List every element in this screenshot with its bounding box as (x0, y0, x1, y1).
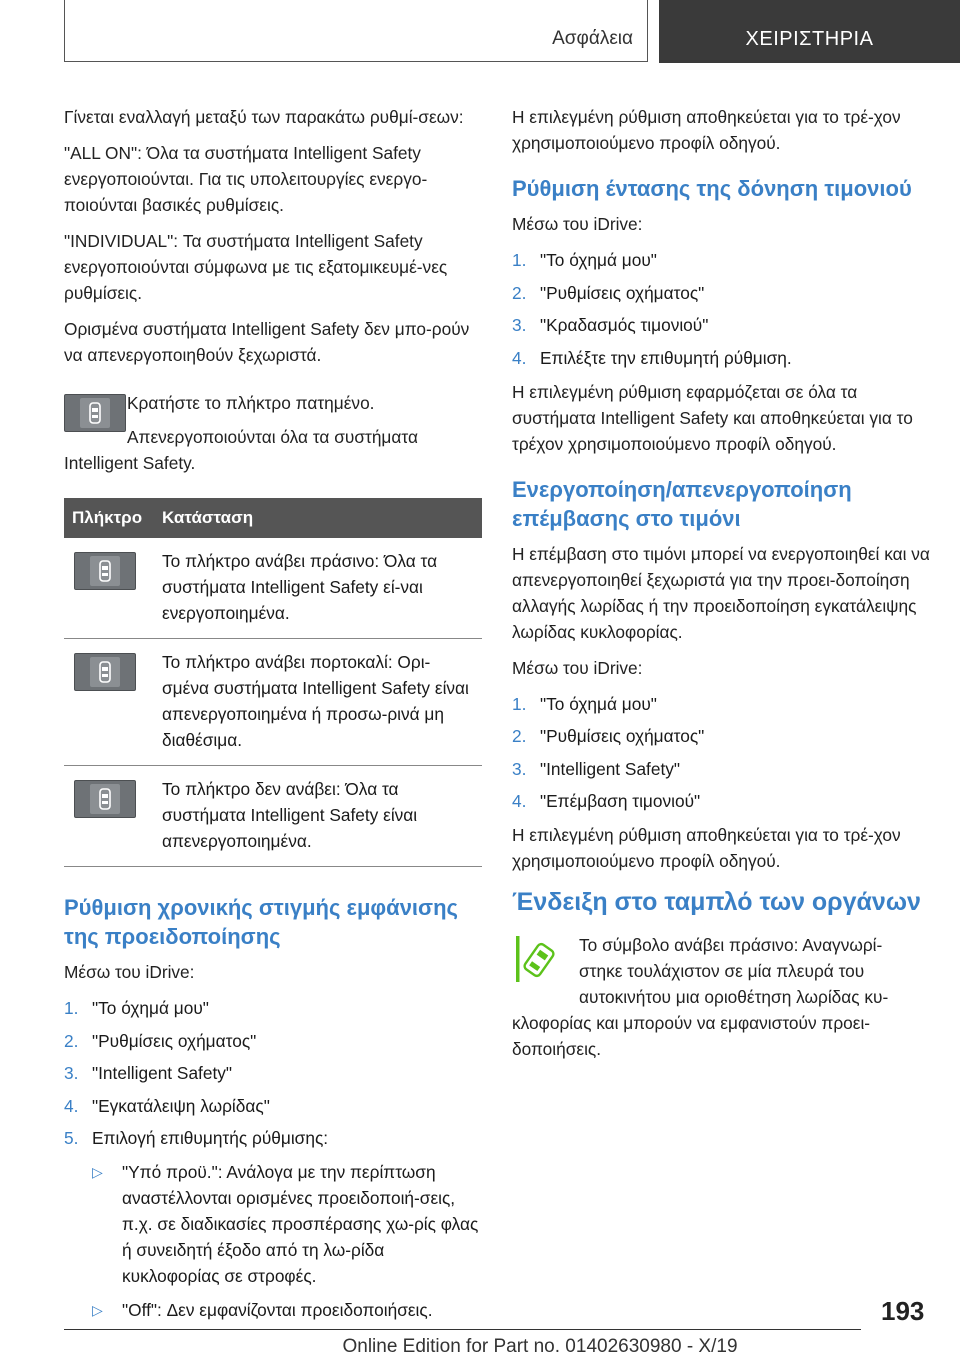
header-section-tab (64, 0, 648, 62)
indicator-line: στηκε τουλάχιστον σε μία πλευρά του (579, 961, 865, 981)
via-idrive: Μέσω του iDrive: (64, 962, 195, 982)
list-item: 1. "Το όχημά μου" (512, 250, 657, 270)
footer-divider (64, 1329, 861, 1330)
section-heading: Ένδειξη στο ταμπλό των οργάνων (512, 888, 921, 916)
intelligent-safety-button-icon (74, 653, 136, 691)
section-heading: Ενεργοποίηση/απενεργοποίηση επέμβασης στο τιμόνι (512, 476, 852, 531)
indicator-line: Το σύμβολο ανάβει πράσινο: Αναγνωρί- (579, 935, 883, 955)
indicator-block (512, 932, 930, 1062)
header-chapter-label: ΧΕΙΡΙΣΤΗΡΙΑ (745, 28, 874, 50)
press-line: Intelligent Safety. (64, 453, 196, 473)
press-line: Απενεργοποιούνται όλα τα συστήματα (127, 427, 418, 447)
via-idrive: Μέσω του iDrive: (512, 214, 643, 234)
paragraph: Η επιλεγμένη ρύθμιση αποθηκεύεται για το τρέ-χον χρησιμοποιούμενο προφίλ οδηγού. (512, 825, 901, 871)
triangle-bullet-icon: ▷ (92, 1302, 103, 1318)
list-item: 1. "Το όχημά μου" (512, 693, 657, 714)
steps-list (512, 691, 930, 815)
table-header-state: Κατάσταση (154, 498, 482, 538)
paragraph: Η επιλεγμένη ρύθμιση εφαρμόζεται σε όλα τα συστήματα Intelligent Safety και αποθηκεύεται για το τρέχον χρησιμοποιούμενο προφίλ οδηγού. (512, 381, 913, 454)
list-item: 2. "Ρυθμίσεις οχήματος" (512, 282, 705, 303)
section-heading: Ρύθμιση έντασης της δόνηση τιμονιού (512, 176, 912, 201)
list-item: 2. "Ρυθμίσεις οχήματος" (64, 1030, 257, 1051)
status-table (64, 498, 482, 867)
table-row (64, 639, 482, 766)
list-item: 1. "Το όχημά μου" (64, 998, 209, 1018)
right-column (512, 104, 930, 1072)
left-column (64, 104, 482, 1331)
press-line: Κρατήστε το πλήκτρο πατημένο. (127, 393, 375, 413)
paragraph: "INDIVIDUAL": Τα συστήματα Intelligent Safety ενεργοποιούνται σύμφωνα με τις εξατομικευμέ-νες ρυθμίσεις. (64, 231, 448, 303)
paragraph: Γίνεται εναλλαγή μεταξύ των παρακάτω ρυθμί-σεων: (64, 107, 464, 127)
intelligent-safety-button-icon (74, 552, 136, 590)
indicator-line: κλοφορίας και μπορούν να εμφανιστούν προει-δοποιήσεις. (512, 1013, 871, 1059)
paragraph: Η επιλεγμένη ρύθμιση αποθηκεύεται για το τρέ-χον χρησιμοποιούμενο προφίλ οδηγού. (512, 107, 901, 153)
list-item: 3. "Intelligent Safety" (64, 1063, 233, 1083)
list-item: 5. Επιλογή επιθυμητής ρύθμισης: (64, 1128, 329, 1148)
table-header-key: Πλήκτρο (64, 498, 154, 538)
header-chapter-tab (659, 0, 960, 63)
table-cell: Το πλήκτρο δεν ανάβει: Όλα τα συστήματα Intelligent Safety είναι απενεργοποιημένα. (154, 766, 482, 867)
indicator-line: αυτοκινήτου μια οριοθέτηση λωρίδας κυ- (579, 987, 889, 1007)
press-key-block (64, 390, 482, 476)
list-item: 4. "Εγκατάλειψη λωρίδας" (64, 1095, 270, 1116)
table-row (64, 538, 482, 639)
sub-list-item: ▷ "Off": Δεν εμφανίζονται προειδοποιήσεις. (92, 1297, 482, 1323)
via-idrive: Μέσω του iDrive: (512, 657, 643, 678)
lane-departure-indicator-icon (512, 934, 564, 986)
table-cell: Το πλήκτρο ανάβει πράσινο: Όλα τα συστήματα Intelligent Safety εί-ναι ενεργοποιημένα. (154, 538, 482, 639)
table-cell: Το πλήκτρο ανάβει πορτοκαλί: Ορι-σμένα συστήματα Intelligent Safety είναι απενεργοποιημένα ή προσω-ρινά μη διαθέσιμα. (154, 639, 482, 766)
section-heading: Ρύθμιση χρονικής στιγμής εμφάνισης της προειδοποίησης (64, 895, 458, 949)
page-number: 193 (881, 1296, 925, 1326)
list-item: 3. "Κραδασμός τιμονιού" (512, 315, 709, 335)
list-item: 4. "Επέμβαση τιμονιού" (512, 791, 701, 811)
paragraph: Ορισμένα συστήματα Intelligent Safety δεν μπο-ρούν να απενεργοποιηθούν ξεχωριστά. (64, 319, 470, 365)
list-item: 3. "Intelligent Safety" (512, 758, 681, 779)
steps-list (512, 247, 930, 371)
footer-edition: Online Edition for Part no. 01402630980 - X/19 (342, 1336, 738, 1357)
table-row (64, 766, 482, 867)
paragraph: Η επέμβαση στο τιμόνι μπορεί να ενεργοποιηθεί και να απενεργοποιηθεί ξεχωριστά για την προει-δοποίηση αλλαγής λωρίδας ή την προειδοποίηση εγκατάλειψης λωρίδας κυκλοφορίας. (512, 543, 930, 642)
sub-list-item: ▷ "Υπό προϋ.": Ανάλογα με την περίπτωση αναστέλλονται ορισμένες προειδοποιή-σεις, π.χ. σε διαδικασίες προσπέρασης χω-ρίς φλας ή συνειδητή έξοδο από τη λω-ρίδα κυκλοφορίας σε στροφές. (92, 1159, 482, 1289)
paragraph: "ALL ON": Όλα τα συστήματα Intelligent Safety ενεργοποιούνται. Για τις υπολειτουργίες ενεργο-ποιούνται βασικές ρυθμίσεις. (64, 143, 428, 215)
intelligent-safety-button-icon (64, 394, 126, 432)
triangle-bullet-icon: ▷ (92, 1164, 103, 1180)
list-item: 2. "Ρυθμίσεις οχήματος" (512, 726, 705, 746)
list-item: 4. Επιλέξτε την επιθυμητή ρύθμιση. (512, 347, 792, 368)
steps-list (64, 995, 482, 1151)
header-section-label: Ασφάλεια (552, 28, 633, 49)
intelligent-safety-button-icon (74, 780, 136, 818)
